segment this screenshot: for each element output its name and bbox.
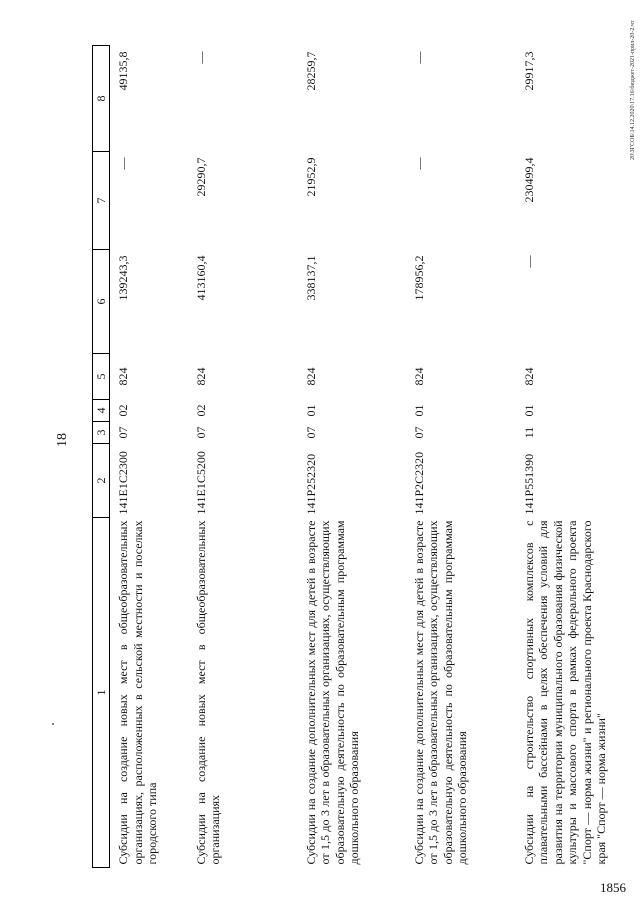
row-col8: — — [411, 51, 426, 64]
budget-table — [92, 45, 630, 868]
row-subsection: 01 — [411, 404, 426, 417]
header-col-5: 5 — [93, 354, 110, 400]
row-code: 141Р551390 — [521, 453, 536, 515]
row-type: 824 — [116, 367, 130, 386]
table-row — [302, 46, 410, 868]
budget-table-container — [92, 46, 608, 868]
row-col6: 413160,4 — [193, 255, 208, 301]
row-col6: 139243,3 — [116, 255, 130, 301]
scan-dot — [52, 723, 54, 725]
row-type: 824 — [193, 367, 208, 386]
rotated-table-frame — [92, 46, 608, 868]
row-section: 07 — [303, 426, 318, 439]
table-row — [520, 46, 630, 868]
row-section: 07 — [116, 426, 130, 439]
row-description: Субсидии на создание новых мест в общеобразовательных организациях, расположенных в сельской местности и поселках городского типа — [116, 520, 159, 865]
row-section: 07 — [193, 426, 208, 439]
table-row — [410, 46, 520, 868]
row-col7: 21952,9 — [303, 157, 318, 197]
row-code: 141Е1С5200 — [193, 451, 208, 515]
row-col7: 230499,4 — [521, 157, 536, 203]
row-section: 07 — [411, 426, 426, 439]
row-col7: 29290,7 — [193, 157, 208, 197]
header-row — [93, 46, 110, 868]
row-col8: 29917,3 — [521, 51, 536, 91]
row-code: 141Р252320 — [303, 453, 318, 515]
row-col7: — — [411, 157, 426, 170]
row-subsection: 02 — [193, 404, 208, 417]
row-code: 141Е1С2300 — [116, 451, 130, 515]
table-row — [192, 46, 302, 868]
row-col6: 178956,2 — [411, 255, 426, 301]
row-col6: 338137,1 — [303, 255, 318, 301]
row-description: Субсидии на создание дополнительных мест для детей в возрасте от 1,5 до 3 лет в образовательных организациях, осуществляющих образовательную деятельность по образовательным программам дошкольного образования — [303, 520, 361, 865]
row-subsection: 01 — [303, 404, 318, 417]
header-col-6: 6 — [93, 250, 110, 354]
row-description: Субсидии на создание новых мест в общеобразовательных организациях — [193, 520, 222, 865]
header-col-8: 8 — [93, 46, 110, 152]
page-number: 18 — [55, 433, 70, 447]
table-row — [110, 46, 192, 868]
row-col8: — — [193, 51, 208, 64]
sheet-number: 1856 — [600, 880, 626, 895]
row-col6: — — [521, 255, 536, 268]
header-col-7: 7 — [93, 152, 110, 250]
row-type: 824 — [303, 367, 318, 386]
row-subsection: 01 — [521, 404, 536, 417]
row-code: 141Р2С2320 — [411, 451, 426, 515]
header-col-2: 2 — [93, 444, 110, 518]
row-section: 11 — [521, 426, 536, 439]
row-description: Субсидии на строительство спортивных комплексов с плавательными бассейнами в целях обеспечения условий для развития на территории муниципального образования физической культуры и массового спорта в рамках федерального проекта "Спорт — норма жизни" и регионального проекта Краснодарского края "Спорт — норма жизни" — [521, 520, 608, 865]
row-col8: 28259,7 — [303, 51, 318, 91]
header-col-1: 1 — [93, 518, 110, 868]
row-type: 824 — [521, 367, 536, 386]
row-description: Субсидии на создание дополнительных мест для детей в возрасте от 1,5 до 3 лет в образовательных организациях, осуществляющих образовательную деятельность по образовательным программам дошкольного образования — [411, 520, 469, 865]
row-subsection: 02 — [116, 404, 130, 417]
header-col-4: 4 — [93, 400, 110, 422]
header-col-3: 3 — [93, 422, 110, 444]
row-col7: — — [116, 157, 130, 170]
row-type: 824 — [411, 367, 426, 386]
row-col8: 49135,8 — [116, 51, 130, 91]
